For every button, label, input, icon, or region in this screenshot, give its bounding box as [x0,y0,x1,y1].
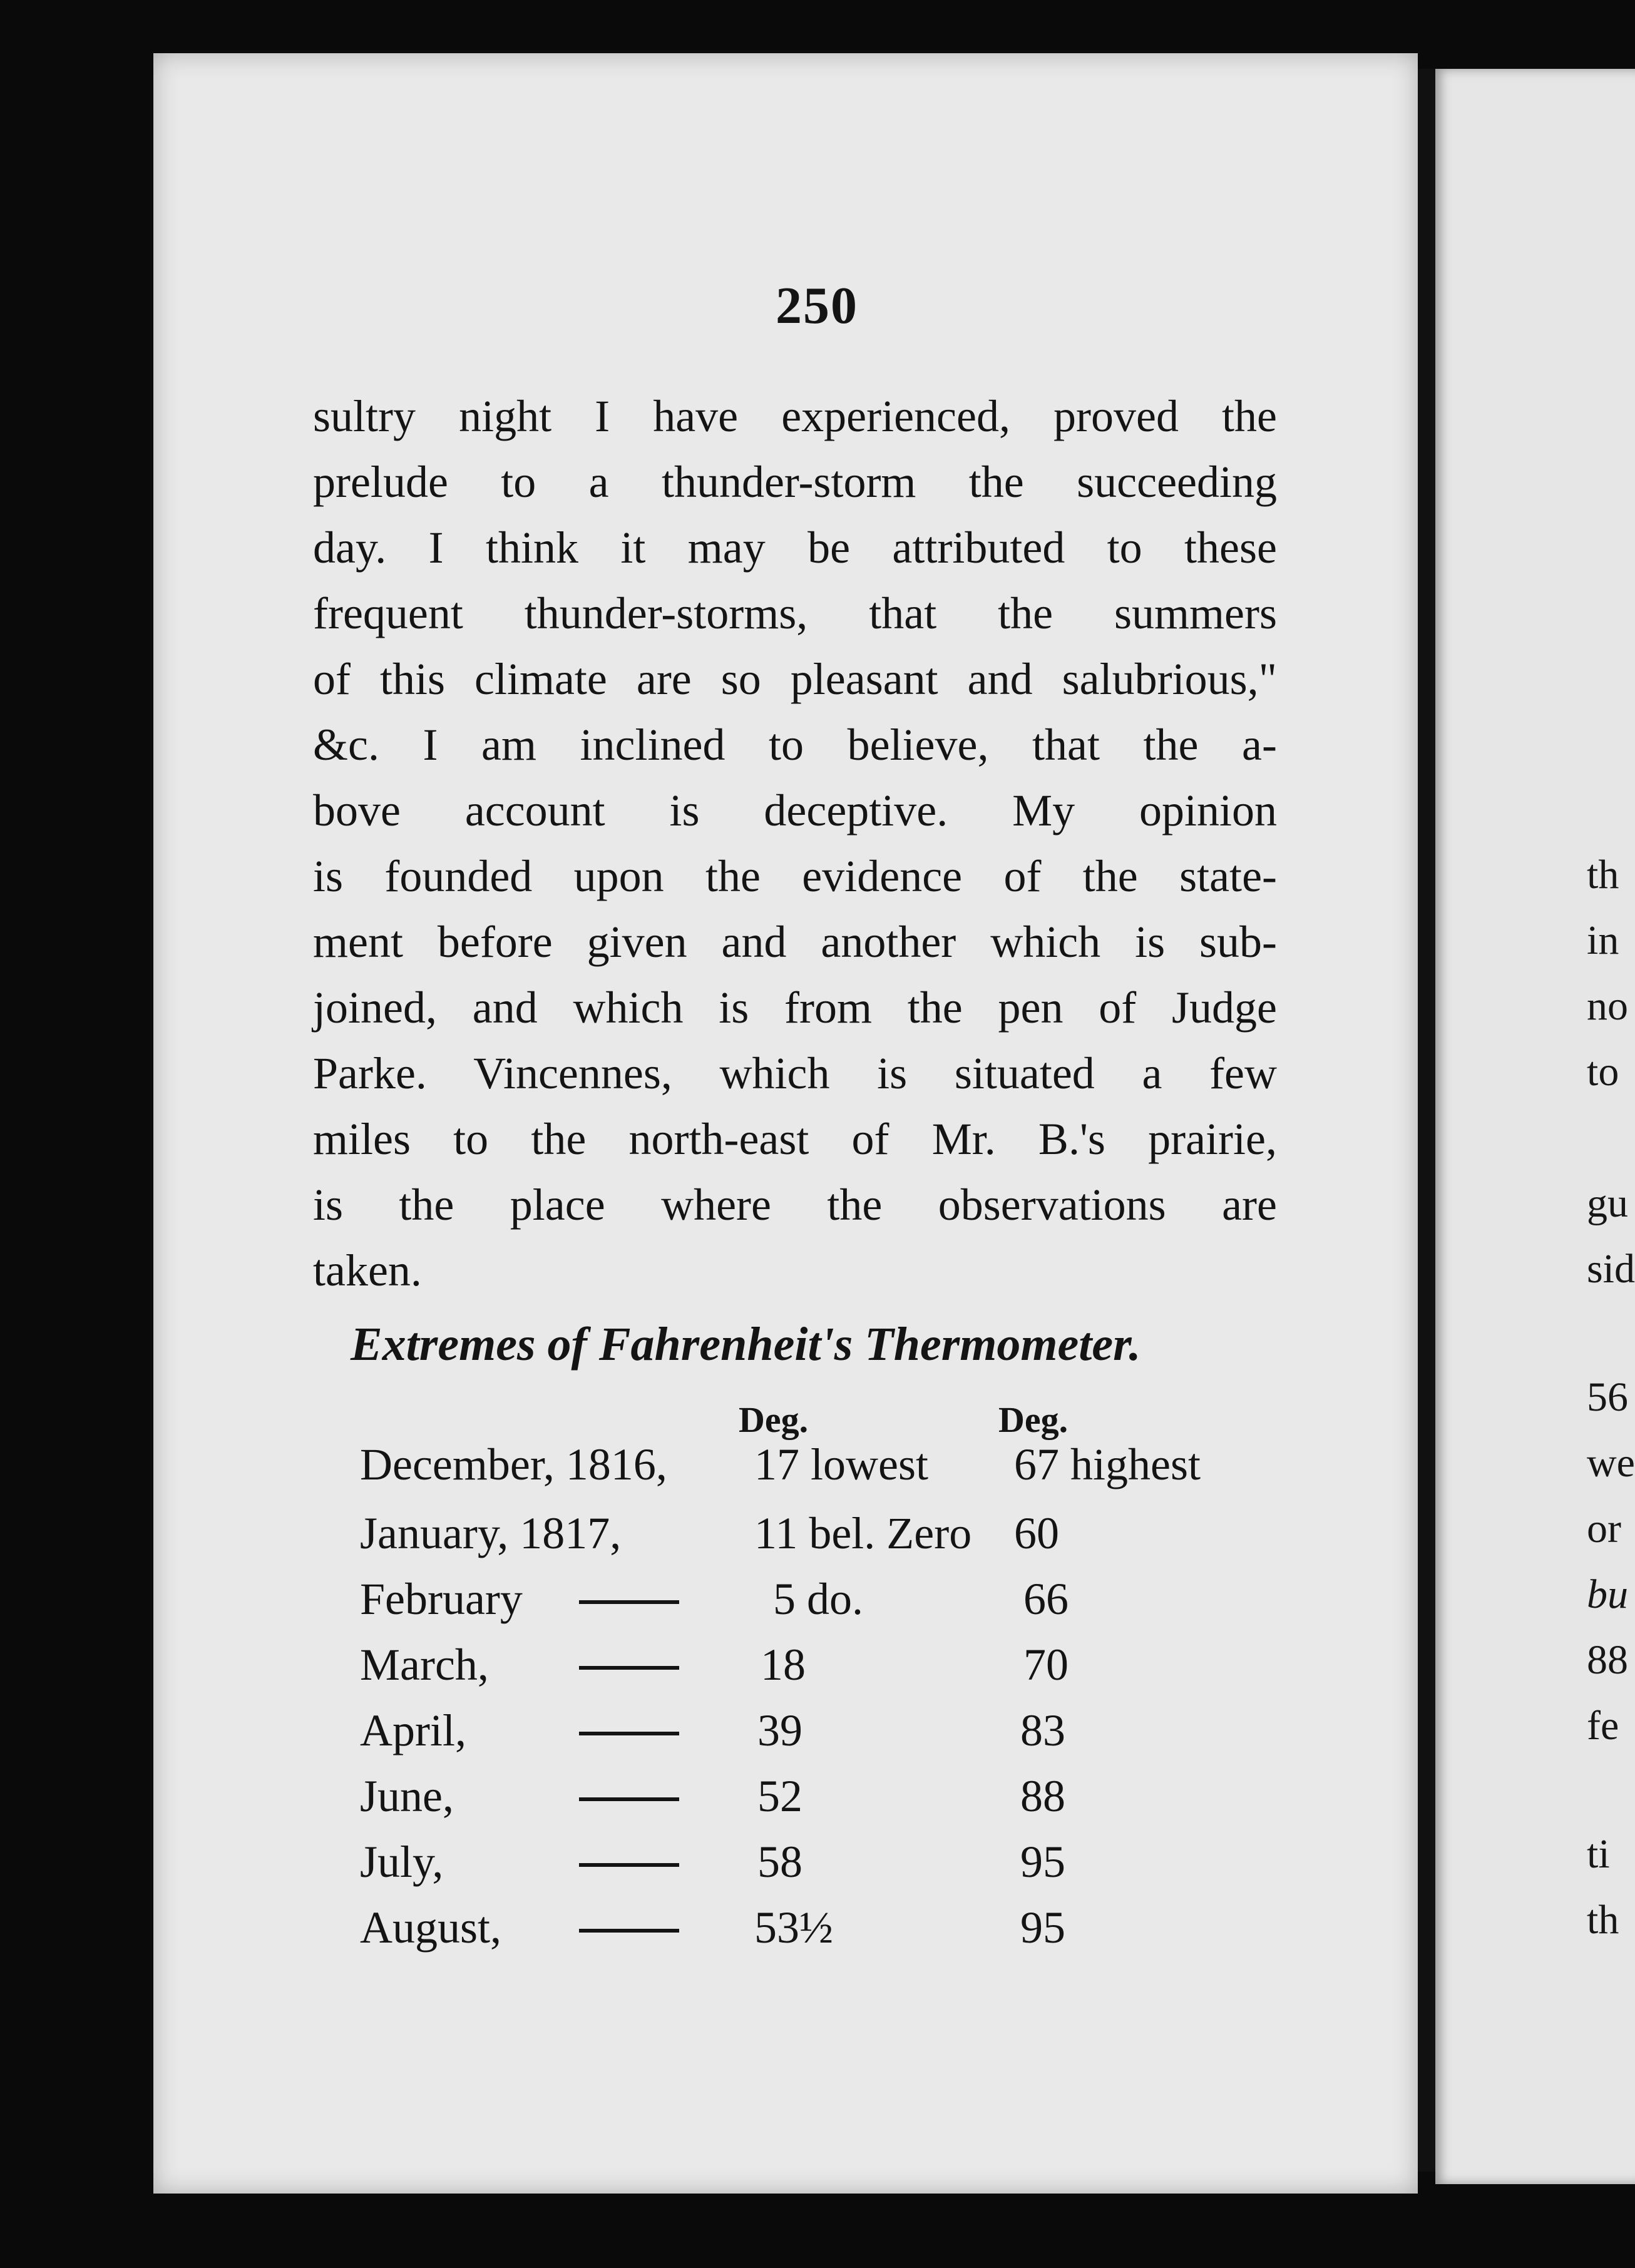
paragraph-line: joined, and which is from the pen of Judge [313,983,1277,1033]
month-cell: February [360,1574,523,1624]
month-cell: June, [360,1771,454,1821]
high-cell: 83 [1020,1705,1065,1755]
ditto-dash [579,1600,679,1604]
month-cell: March, [360,1640,489,1690]
facing-page-fragment: 88 [1587,1637,1628,1683]
high-column-header: Deg. [998,1399,1069,1440]
ditto-dash [579,1929,679,1933]
facing-page-fragment: no [1587,983,1628,1029]
page-number: 250 [776,277,858,335]
paragraph-line: &c. I am inclined to believe, that the a- [313,720,1277,770]
table-row [0,1765,1635,1827]
ditto-dash [579,1732,679,1735]
low-cell: 11 bel. Zero [754,1508,972,1558]
facing-page-fragment: fe [1587,1703,1619,1749]
paragraph-line: is the place where the observations are [313,1180,1277,1230]
facing-page-fragment: or [1587,1506,1621,1551]
paragraph-line: miles to the north-east of Mr. B.'s prairie, [313,1114,1277,1164]
high-cell: 67 highest [1014,1439,1201,1489]
low-cell: 52 [757,1771,802,1821]
high-cell: 70 [1023,1640,1069,1690]
high-cell: 95 [1020,1903,1065,1953]
low-cell: 39 [757,1705,802,1755]
paragraph-line: frequent thunder-storms, that the summers [313,588,1277,638]
month-cell: December, 1816, [360,1439,667,1489]
low-cell: 58 [757,1837,802,1887]
facing-page-fragment: sid [1587,1246,1635,1292]
low-cell: 5 do. [773,1574,863,1624]
paragraph-line: taken. [313,1245,422,1295]
table-title: Extremes of Fahrenheit's Thermometer. [351,1318,1141,1371]
paragraph-line: day. I think it may be attributed to these [313,523,1277,573]
table-row [0,1568,1635,1630]
paragraph-line: prelude to a thunder-storm the succeeding [313,457,1277,507]
ditto-dash [579,1666,679,1670]
low-cell: 53½ [754,1903,833,1953]
facing-page-fragment: th [1587,1897,1619,1943]
facing-page-fragment: gu [1587,1180,1628,1226]
ditto-dash [579,1863,679,1867]
low-cell: 17 lowest [754,1439,928,1489]
facing-page-fragment: bu [1587,1571,1628,1617]
high-cell: 88 [1020,1771,1065,1821]
high-cell: 95 [1020,1837,1065,1887]
month-cell: January, 1817, [360,1508,622,1558]
table-row [0,1433,1635,1496]
facing-page-fragment: ti [1587,1831,1610,1877]
month-cell: April, [360,1705,466,1755]
paragraph-line: is founded upon the evidence of the state- [313,851,1277,901]
table-row [0,1699,1635,1762]
paragraph-line: sultry night I have experienced, proved the [313,391,1277,441]
facing-page-fragment: th [1587,852,1619,897]
low-cell: 18 [761,1640,806,1690]
facing-page-fragment: in [1587,917,1619,963]
table-row [0,1896,1635,1959]
month-cell: August, [360,1903,502,1953]
low-column-header: Deg. [739,1399,809,1440]
table-row [0,1502,1635,1565]
paragraph-line: bove account is deceptive. My opinion [313,785,1277,835]
paragraph-line: ment before given and another which is sub- [313,917,1277,967]
table-row [0,1633,1635,1696]
paragraph-line: Parke. Vincennes, which is situated a few [313,1048,1277,1098]
facing-page-fragment: we [1587,1440,1635,1486]
month-cell: July, [360,1837,444,1887]
ditto-dash [579,1797,679,1801]
paragraph-line: of this climate are so pleasant and salubrious," [313,654,1277,704]
facing-page-fragment: to [1587,1049,1619,1095]
facing-page-fragment: 56 [1587,1374,1628,1420]
table-row [0,1831,1635,1893]
high-cell: 66 [1023,1574,1069,1624]
high-cell: 60 [1014,1508,1059,1558]
